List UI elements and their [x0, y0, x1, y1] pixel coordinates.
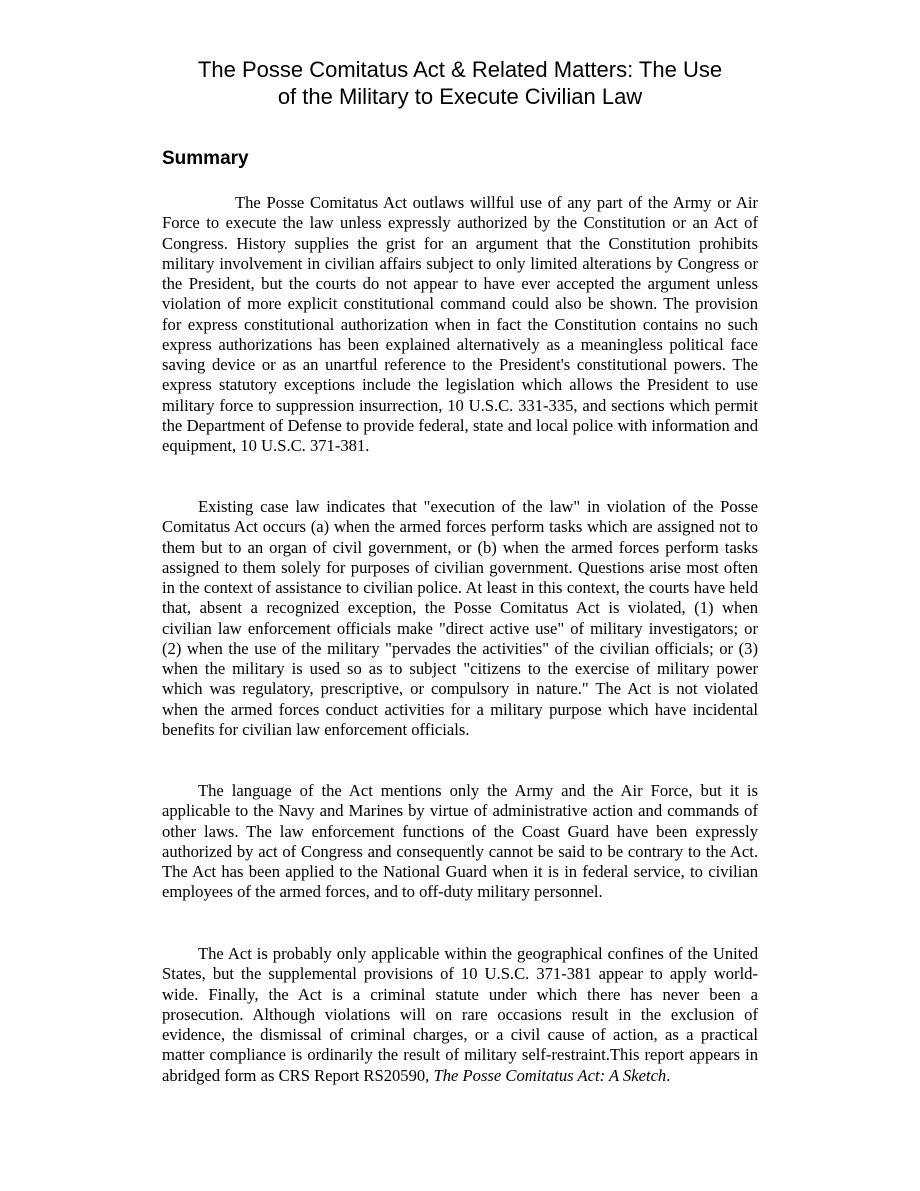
paragraph-3: The language of the Act mentions only the Army and the Air Force, but it is applicable to the Navy and Marines by virtue of administrative action and commands of other laws. The law enforcement functions of the Coast Guard have been expressly authorized by act of Congress and consequently cannot be said to be contrary to the Act. The Act has been applied to the National Guard when it is in federal service, to civilian employees of the armed forces, and to off-duty military personnel.	[162, 781, 758, 902]
report-title-citation: The Posse Comitatus Act: A Sketch	[433, 1065, 667, 1085]
title-line-1: The Posse Comitatus Act & Related Matters: The Use	[197, 57, 723, 82]
section-heading: Summary	[162, 148, 249, 169]
paragraph-2: Existing case law indicates that "execution of the law" in violation of the Posse Comitatus Act occurs (a) when the armed forces perform tasks which are assigned not to them but to an organ of civil government, or (b) when the armed forces perform tasks assigned to them solely for purposes of civilian government. Questions arise most often in the context of assistance to civilian police. At least in this context, the courts have held that, absent a recognized exception, the Posse Comitatus Act is violated, (1) when civilian law enforcement officials make "direct active use" of military investigators; or (2) when the use of the military "pervades the activities" of the civilian officials; or (3) when the military is used so as to subject "citizens to the exercise of military power which was regulatory, prescriptive, or compulsory in nature." The Act is not violated when the armed forces conduct activities for a military purpose which have incidental benefits for civilian law enforcement officials.	[162, 497, 758, 739]
paragraph-4-text: The Act is probably only applicable within the geographical confines of the United States, but the supplemental provisions of 10 U.S.C. 371-381 appear to apply world-wide. Finally, the Act is a criminal statute under which there has never been a prosecution. Although violations will on rare occasions result in the exclusion of evidence, the dismissal of criminal charges, or a civil cause of action, as a practical matter compliance is ordinarily the result of military self-restraint.This report appears in abridged form as CRS Report RS20590,	[162, 944, 758, 1085]
title-line-2: of the Military to Execute Civilian Law	[277, 84, 643, 109]
page-title	[152, 56, 768, 110]
paragraph-4-end: .	[666, 1065, 671, 1085]
paragraph-4	[162, 944, 758, 1086]
paragraph-1: The Posse Comitatus Act outlaws willful use of any part of the Army or Air Force to execute the law unless expressly authorized by the Constitution or an Act of Congress. History supplies the grist for an argument that the Constitution prohibits military involvement in civilian affairs subject to only limited alterations by Congress or the President, but the courts do not appear to have ever accepted the argument unless violation of more explicit constitutional command could also be shown. The provision for express constitutional authorization when in fact the Constitution contains no such express authorizations has been explained alternatively as a meaningless political face saving device or as an unartful reference to the President's constitutional powers. The express statutory exceptions include the legislation which allows the President to use military force to suppression insurrection, 10 U.S.C. 331-335, and sections which permit the Department of Defense to provide federal, state and local police with information and equipment, 10 U.S.C. 371-381.	[162, 193, 758, 455]
